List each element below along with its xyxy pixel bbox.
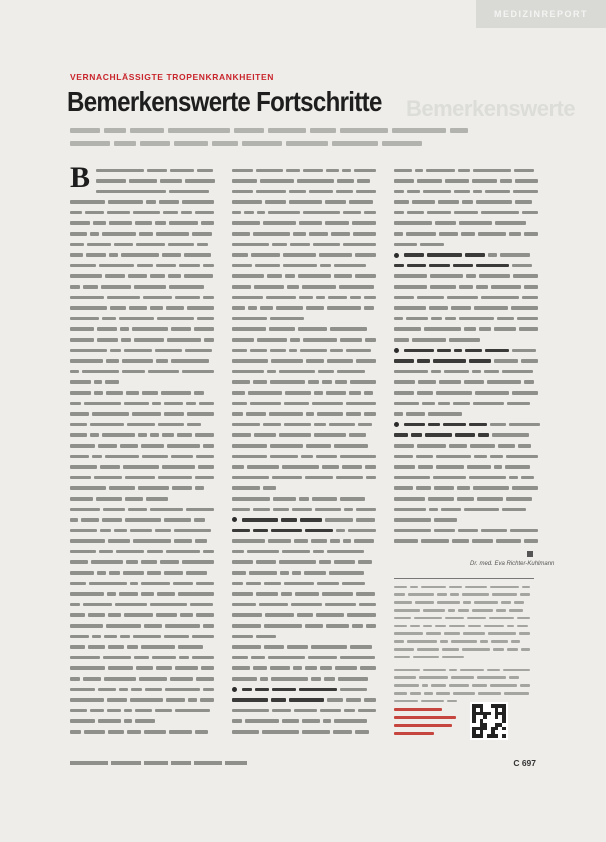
text-line	[232, 250, 378, 261]
text-line	[232, 292, 378, 303]
text-line	[232, 568, 378, 579]
text-line	[70, 599, 216, 610]
text-line	[70, 663, 216, 674]
text-line	[232, 440, 378, 451]
text-line	[232, 356, 378, 367]
text-line	[232, 652, 378, 663]
text-line	[394, 536, 540, 547]
text-line	[70, 631, 216, 642]
dropcap: B	[70, 161, 91, 194]
footnote-box	[394, 578, 534, 705]
footnote-line	[394, 689, 534, 697]
text-line	[70, 292, 216, 303]
text-line	[70, 557, 216, 568]
text-line	[70, 726, 216, 737]
text-line	[70, 695, 216, 706]
text-line	[232, 282, 378, 293]
text-line	[232, 260, 378, 271]
footnote-line	[394, 674, 534, 682]
text-line	[70, 207, 216, 218]
text-line	[394, 525, 540, 536]
text-line	[394, 250, 540, 261]
article-lead	[70, 124, 540, 149]
text-line	[232, 557, 378, 568]
text-line	[394, 430, 540, 441]
text-line	[70, 705, 216, 716]
text-line	[70, 335, 216, 346]
text-line	[232, 610, 378, 621]
text-line	[394, 440, 540, 451]
text-line	[232, 462, 378, 473]
footnote-line	[394, 666, 534, 674]
text-line	[70, 377, 216, 388]
text-line	[70, 515, 216, 526]
text-line	[394, 176, 540, 187]
text-line	[232, 472, 378, 483]
text-line	[394, 515, 540, 526]
text-line	[232, 239, 378, 250]
footnote-line	[394, 645, 534, 653]
text-line	[232, 663, 378, 674]
text-line	[70, 356, 216, 367]
text-line	[394, 239, 540, 250]
text-line	[232, 409, 378, 420]
text-line	[394, 409, 540, 420]
footnote-line	[394, 591, 534, 599]
footnote-line	[394, 583, 534, 591]
text-line	[232, 504, 378, 515]
footnote-line	[394, 606, 534, 614]
text-line	[70, 387, 216, 398]
text-line	[394, 335, 540, 346]
text-line	[70, 229, 216, 240]
text-line	[70, 409, 216, 420]
text-line	[232, 631, 378, 642]
text-line	[232, 515, 378, 526]
text-line	[232, 387, 378, 398]
article-kicker: VERNACHLÄSSIGTE TROPENKRANKHEITEN	[70, 72, 274, 82]
text-line	[394, 366, 540, 377]
text-line	[232, 366, 378, 377]
text-line	[232, 303, 378, 314]
text-line	[70, 324, 216, 335]
text-line	[232, 345, 378, 356]
text-line	[70, 271, 216, 282]
qr-code[interactable]	[470, 702, 508, 740]
text-line	[232, 451, 378, 462]
footnote-line	[394, 697, 534, 705]
article-headline: Bemerkenswerte Fortschritte	[67, 86, 382, 117]
text-line	[232, 218, 378, 229]
text-line	[232, 589, 378, 600]
text-line	[232, 398, 378, 409]
text-line	[70, 462, 216, 473]
text-line	[394, 387, 540, 398]
text-line	[394, 207, 540, 218]
text-line	[70, 250, 216, 261]
text-line	[70, 345, 216, 356]
text-line	[70, 282, 216, 293]
text-line	[232, 525, 378, 536]
footnote-line	[394, 682, 534, 690]
text-line	[232, 271, 378, 282]
text-line	[70, 472, 216, 483]
text-line	[232, 324, 378, 335]
text-line	[70, 674, 216, 685]
text-line	[70, 303, 216, 314]
footnote-line	[394, 614, 534, 622]
text-line	[394, 165, 540, 176]
text-line	[394, 260, 540, 271]
text-line	[394, 186, 540, 197]
qr-module	[502, 734, 506, 738]
text-line	[394, 472, 540, 483]
text-line	[394, 504, 540, 515]
text-line	[394, 493, 540, 504]
text-line	[394, 197, 540, 208]
section-tab-label: MEDIZINREPORT	[493, 9, 588, 19]
text-line	[232, 536, 378, 547]
text-line	[70, 313, 216, 324]
text-line	[232, 726, 378, 737]
text-line	[394, 218, 540, 229]
end-mark	[527, 551, 533, 557]
text-line	[232, 483, 378, 494]
text-line	[70, 525, 216, 536]
footnote-line	[394, 599, 534, 607]
text-line	[232, 621, 378, 632]
text-line	[70, 366, 216, 377]
text-line	[232, 578, 378, 589]
text-line	[232, 229, 378, 240]
page-number: C 697	[513, 758, 536, 768]
text-line	[70, 398, 216, 409]
text-line	[232, 546, 378, 557]
text-line	[70, 621, 216, 632]
text-line	[232, 186, 378, 197]
text-line	[70, 239, 216, 250]
text-line	[232, 493, 378, 504]
footnote-line	[394, 630, 534, 638]
text-line	[232, 599, 378, 610]
text-line	[232, 313, 378, 324]
text-line	[70, 578, 216, 589]
text-line	[394, 271, 540, 282]
text-line	[232, 335, 378, 346]
text-line	[394, 345, 540, 356]
text-line	[232, 430, 378, 441]
text-line	[70, 546, 216, 557]
text-line	[70, 652, 216, 663]
page-footer	[70, 758, 536, 768]
text-line	[70, 493, 216, 504]
text-line	[70, 197, 216, 208]
footnote-line	[394, 653, 534, 661]
text-line	[70, 419, 216, 430]
paragraph-opening	[70, 161, 216, 197]
text-line	[70, 642, 216, 653]
text-line	[70, 684, 216, 695]
text-line	[70, 716, 216, 727]
text-line	[232, 197, 378, 208]
text-line	[232, 207, 378, 218]
text-line	[232, 419, 378, 430]
journal-reference	[70, 761, 247, 765]
text-line	[232, 176, 378, 187]
text-line	[232, 684, 378, 695]
text-line	[394, 282, 540, 293]
footnote-line	[394, 638, 534, 646]
text-line	[70, 504, 216, 515]
text-line	[70, 483, 216, 494]
text-line	[232, 642, 378, 653]
text-line	[70, 536, 216, 547]
text-column-1	[70, 161, 216, 737]
text-column-2	[232, 165, 378, 737]
web-link-box	[394, 705, 458, 737]
text-line	[394, 398, 540, 409]
text-line	[232, 165, 378, 176]
text-line	[394, 324, 540, 335]
text-line	[394, 229, 540, 240]
text-line	[394, 419, 540, 430]
footnote-line	[394, 622, 534, 630]
section-tab	[476, 0, 606, 28]
text-line	[394, 303, 540, 314]
text-line	[232, 695, 378, 706]
text-column-3	[394, 165, 540, 546]
text-line	[394, 292, 540, 303]
text-line	[70, 610, 216, 621]
text-line	[232, 716, 378, 727]
text-line	[232, 377, 378, 388]
text-line	[70, 430, 216, 441]
text-line	[394, 483, 540, 494]
text-line	[70, 260, 216, 271]
text-line	[70, 451, 216, 462]
text-line	[232, 674, 378, 685]
text-line	[394, 356, 540, 367]
text-line	[394, 313, 540, 324]
text-line	[70, 589, 216, 600]
author-credit: Dr. med. Eva Richter-Kuhlmann	[470, 561, 555, 567]
text-line	[394, 377, 540, 388]
text-line	[70, 568, 216, 579]
bleed-through-headline: Bemerkenswerte	[406, 96, 576, 121]
text-line	[394, 451, 540, 462]
text-line	[70, 218, 216, 229]
text-line	[70, 440, 216, 451]
text-line	[232, 705, 378, 716]
text-line	[394, 462, 540, 473]
